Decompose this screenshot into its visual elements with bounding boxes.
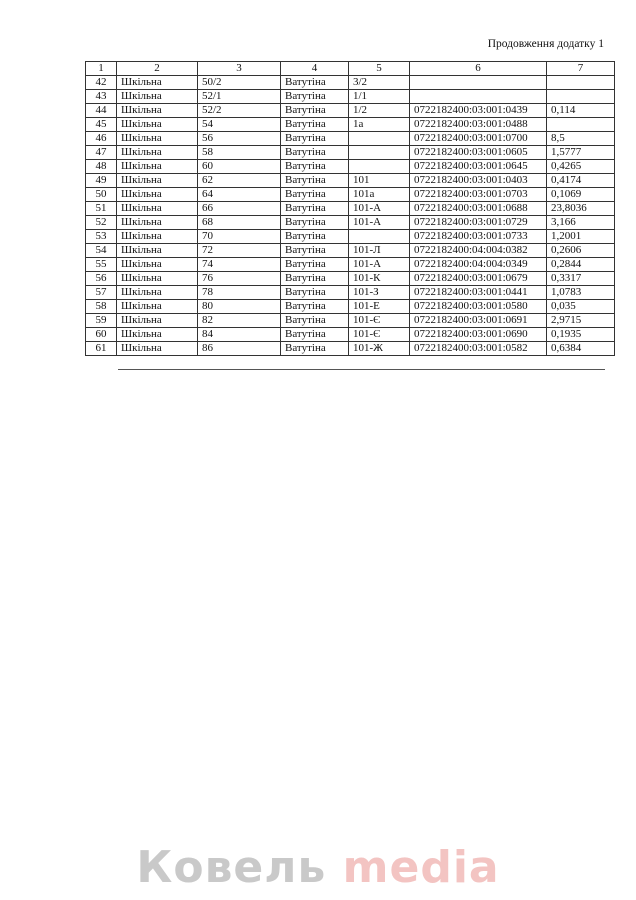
table-cell: Шкільна <box>117 300 198 314</box>
table-row <box>86 146 615 160</box>
table-cell: 52/2 <box>198 104 281 118</box>
table-cell: 101-А <box>349 258 410 272</box>
table-cell: 80 <box>198 300 281 314</box>
table-cell: 23,8036 <box>547 202 615 216</box>
table-cell: 101а <box>349 188 410 202</box>
table-cell: Шкільна <box>117 314 198 328</box>
table-cell: 101-З <box>349 286 410 300</box>
table-cell: 1а <box>349 118 410 132</box>
table-cell: 59 <box>86 314 117 328</box>
table-cell: 1/2 <box>349 104 410 118</box>
table-cell: Шкільна <box>117 230 198 244</box>
table-cell: 52/1 <box>198 90 281 104</box>
table-cell: Шкільна <box>117 76 198 90</box>
table-body <box>86 76 615 356</box>
table-cell: Ватутіна <box>281 132 349 146</box>
column-header-6: 6 <box>410 62 547 76</box>
table-cell: Ватутіна <box>281 160 349 174</box>
table-row <box>86 272 615 286</box>
table-cell: Ватутіна <box>281 258 349 272</box>
table-cell: 101-Е <box>349 300 410 314</box>
table-cell <box>349 230 410 244</box>
table-cell: 0722182400:03:001:0580 <box>410 300 547 314</box>
table-cell: 0722182400:03:001:0441 <box>410 286 547 300</box>
table-cell: Шкільна <box>117 342 198 356</box>
table-cell: 44 <box>86 104 117 118</box>
table-cell: 3/2 <box>349 76 410 90</box>
table-cell: 0722182400:04:004:0382 <box>410 244 547 258</box>
table-cell: 0,6384 <box>547 342 615 356</box>
table-cell: 0722182400:03:001:0700 <box>410 132 547 146</box>
table-cell: Ватутіна <box>281 146 349 160</box>
table-cell: 52 <box>86 216 117 230</box>
table-cell: Ватутіна <box>281 118 349 132</box>
table-row <box>86 118 615 132</box>
table-cell: 60 <box>198 160 281 174</box>
table-cell: 0722182400:03:001:0703 <box>410 188 547 202</box>
table-row <box>86 314 615 328</box>
table-cell: 1,5777 <box>547 146 615 160</box>
divider-line <box>118 369 605 370</box>
table-cell: 86 <box>198 342 281 356</box>
parcel-table <box>85 61 615 356</box>
table-cell: Ватутіна <box>281 104 349 118</box>
table-cell: 1/1 <box>349 90 410 104</box>
table-cell: Шкільна <box>117 160 198 174</box>
table-cell: Ватутіна <box>281 328 349 342</box>
table-row <box>86 328 615 342</box>
watermark-logo <box>0 842 636 893</box>
table-cell: 57 <box>86 286 117 300</box>
table-cell: 0722182400:03:001:0690 <box>410 328 547 342</box>
table-cell: 46 <box>86 132 117 146</box>
table-cell: 2,9715 <box>547 314 615 328</box>
table-cell: 0722182400:03:001:0605 <box>410 146 547 160</box>
table-cell <box>547 90 615 104</box>
table-cell: 0,4265 <box>547 160 615 174</box>
table-cell: 70 <box>198 230 281 244</box>
table-cell: 62 <box>198 174 281 188</box>
table-cell: 0,1069 <box>547 188 615 202</box>
table-cell: Шкільна <box>117 272 198 286</box>
table-cell: 101 <box>349 174 410 188</box>
table-cell: 43 <box>86 90 117 104</box>
table-row <box>86 188 615 202</box>
header-row <box>86 62 615 76</box>
table-cell <box>410 90 547 104</box>
column-header-5: 5 <box>349 62 410 76</box>
table-cell: Ватутіна <box>281 286 349 300</box>
table-cell: Ватутіна <box>281 230 349 244</box>
table-cell: Шкільна <box>117 286 198 300</box>
watermark-part-1: Ковель <box>136 842 327 893</box>
column-header-1: 1 <box>86 62 117 76</box>
table-cell <box>410 76 547 90</box>
table-cell: 58 <box>198 146 281 160</box>
table-row <box>86 286 615 300</box>
table-cell: 0722182400:03:001:0645 <box>410 160 547 174</box>
table-cell: 49 <box>86 174 117 188</box>
table-cell: Ватутіна <box>281 272 349 286</box>
table-cell: 101-А <box>349 202 410 216</box>
table-row <box>86 244 615 258</box>
table-cell: Шкільна <box>117 104 198 118</box>
table-cell: 51 <box>86 202 117 216</box>
table-cell: 48 <box>86 160 117 174</box>
table-cell: 78 <box>198 286 281 300</box>
table-cell: 45 <box>86 118 117 132</box>
table-cell: 84 <box>198 328 281 342</box>
table-cell: Шкільна <box>117 216 198 230</box>
table-cell: 68 <box>198 216 281 230</box>
table-cell: 50/2 <box>198 76 281 90</box>
table-cell <box>349 160 410 174</box>
table-cell: 66 <box>198 202 281 216</box>
table-cell: 0,035 <box>547 300 615 314</box>
column-header-3: 3 <box>198 62 281 76</box>
table-cell: 8,5 <box>547 132 615 146</box>
column-header-7: 7 <box>547 62 615 76</box>
column-header-2: 2 <box>117 62 198 76</box>
watermark-part-2: media <box>342 842 500 893</box>
table-cell: 1,2001 <box>547 230 615 244</box>
table-row <box>86 300 615 314</box>
table-cell: 74 <box>198 258 281 272</box>
table-row <box>86 90 615 104</box>
column-header-4: 4 <box>281 62 349 76</box>
table-cell: 72 <box>198 244 281 258</box>
table-cell: Шкільна <box>117 258 198 272</box>
table-cell: Ватутіна <box>281 202 349 216</box>
table-cell: Шкільна <box>117 202 198 216</box>
table-cell: 0722182400:03:001:0488 <box>410 118 547 132</box>
table-cell: Шкільна <box>117 146 198 160</box>
table-cell: Ватутіна <box>281 342 349 356</box>
table-cell: 0722182400:03:001:0582 <box>410 342 547 356</box>
table-cell: 64 <box>198 188 281 202</box>
table-cell: Ватутіна <box>281 244 349 258</box>
table-cell: 3,166 <box>547 216 615 230</box>
table-cell: Шкільна <box>117 174 198 188</box>
table-cell: Шкільна <box>117 188 198 202</box>
table-row <box>86 202 615 216</box>
table-row <box>86 216 615 230</box>
table-cell <box>349 132 410 146</box>
table-cell: Ватутіна <box>281 90 349 104</box>
table-row <box>86 342 615 356</box>
table-row <box>86 230 615 244</box>
table-cell <box>349 146 410 160</box>
table-cell: Ватутіна <box>281 216 349 230</box>
table-cell: 0722182400:03:001:0733 <box>410 230 547 244</box>
table-row <box>86 160 615 174</box>
table-cell: Ватутіна <box>281 174 349 188</box>
table-cell: 1,0783 <box>547 286 615 300</box>
table-cell: 0722182400:04:004:0349 <box>410 258 547 272</box>
table-cell: 0,3317 <box>547 272 615 286</box>
table-cell: Шкільна <box>117 90 198 104</box>
table-cell: 0722182400:03:001:0679 <box>410 272 547 286</box>
table-cell: 101-А <box>349 216 410 230</box>
table-cell: 0722182400:03:001:0439 <box>410 104 547 118</box>
table-cell: 42 <box>86 76 117 90</box>
table-cell: 56 <box>198 132 281 146</box>
table-cell <box>547 76 615 90</box>
table-cell: Ватутіна <box>281 314 349 328</box>
table-row <box>86 174 615 188</box>
table-cell: 0722182400:03:001:0729 <box>410 216 547 230</box>
table-cell: 0,2606 <box>547 244 615 258</box>
table-cell: 82 <box>198 314 281 328</box>
table-cell: 55 <box>86 258 117 272</box>
table-cell: 0722182400:03:001:0403 <box>410 174 547 188</box>
continuation-heading: Продовження додатку 1 <box>487 38 604 50</box>
table-cell: 76 <box>198 272 281 286</box>
table-cell: 0722182400:03:001:0691 <box>410 314 547 328</box>
table-cell: 101-Є <box>349 328 410 342</box>
table-row <box>86 258 615 272</box>
table-cell: 0,1935 <box>547 328 615 342</box>
table-cell: 50 <box>86 188 117 202</box>
table-cell: Шкільна <box>117 118 198 132</box>
table-cell: 101-Л <box>349 244 410 258</box>
table-cell: 0,114 <box>547 104 615 118</box>
table-cell: Ватутіна <box>281 300 349 314</box>
table-cell: Ватутіна <box>281 188 349 202</box>
table-row <box>86 76 615 90</box>
table-cell: 60 <box>86 328 117 342</box>
table-cell: Шкільна <box>117 132 198 146</box>
table-cell: Ватутіна <box>281 76 349 90</box>
table-cell: 0,2844 <box>547 258 615 272</box>
table-cell: 101-Є <box>349 314 410 328</box>
table-cell <box>547 118 615 132</box>
table-cell: 0722182400:03:001:0688 <box>410 202 547 216</box>
table-cell: 54 <box>86 244 117 258</box>
table-cell: 58 <box>86 300 117 314</box>
table-cell: 101-К <box>349 272 410 286</box>
table-cell: 56 <box>86 272 117 286</box>
table-row <box>86 132 615 146</box>
table-cell: 47 <box>86 146 117 160</box>
table-row <box>86 104 615 118</box>
table-cell: 61 <box>86 342 117 356</box>
table-cell: Шкільна <box>117 328 198 342</box>
table-cell: 0,4174 <box>547 174 615 188</box>
table-cell: 101-Ж <box>349 342 410 356</box>
table-cell: 53 <box>86 230 117 244</box>
table-cell: 54 <box>198 118 281 132</box>
table-cell: Шкільна <box>117 244 198 258</box>
